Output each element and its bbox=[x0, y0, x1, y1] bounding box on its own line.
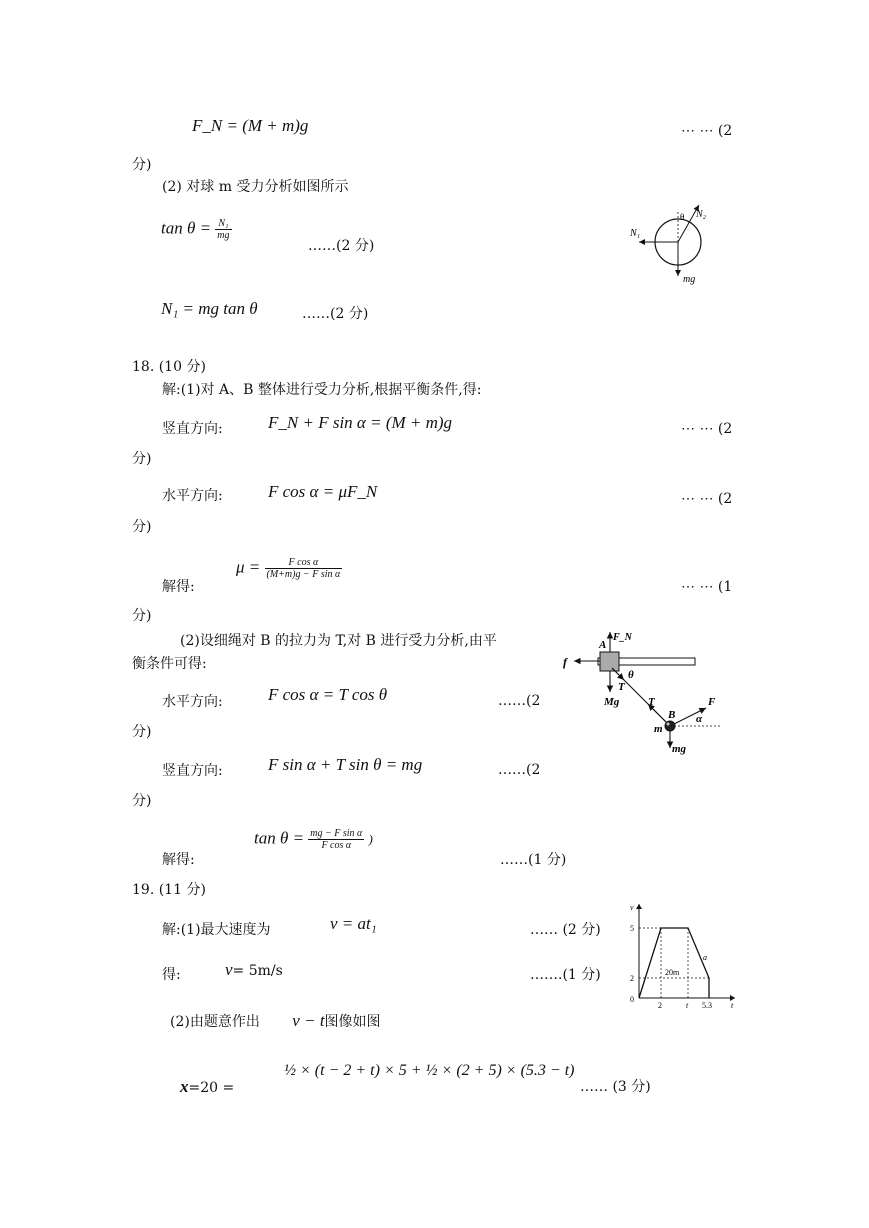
vertical-equation: F_N + F sin α = (M + m)g bbox=[268, 413, 453, 432]
tick-5: 5 bbox=[630, 924, 634, 933]
x-lhs: x=20 = bbox=[180, 1077, 235, 1096]
tan-theta-formula: tan θ = $\frac{\text{N₁}}{mg}$ bbox=[161, 218, 230, 241]
score-mark: ⋯ ⋯ (2 bbox=[681, 491, 733, 507]
axis-t-label: t bbox=[731, 1001, 734, 1010]
label-mg-big: Mg bbox=[604, 696, 620, 708]
score-mark: ⋯ ⋯ (2 bbox=[681, 123, 733, 139]
label-t2: T bbox=[648, 696, 655, 708]
tick-t: t bbox=[686, 1001, 689, 1010]
label-n2: N₂ bbox=[696, 209, 707, 220]
part2-graph-text: (2)由题意作出 v − t图像如图 bbox=[170, 1011, 381, 1030]
n1-equation: N₁ = mg tan θ bbox=[161, 299, 258, 318]
q19-solution-intro: 解:(1)最大速度为 bbox=[162, 922, 271, 938]
label-fn: F_N bbox=[613, 632, 632, 643]
label-theta: θ bbox=[680, 212, 685, 222]
label-m: m bbox=[654, 723, 663, 735]
part2-intro: (2) 对球 m 受力分析如图所示 bbox=[162, 179, 349, 195]
label-a: A bbox=[599, 639, 607, 651]
tick-x2: 2 bbox=[658, 1001, 662, 1010]
label-t1: T bbox=[618, 681, 625, 693]
label-f-big: F bbox=[708, 696, 716, 708]
speed-result: v= 5m/s bbox=[225, 960, 283, 979]
score-mark: ……(2 分) bbox=[308, 238, 375, 254]
part2-text-line1: (2)设细绳对 B 的拉力为 T,对 B 进行受力分析,由平 bbox=[180, 633, 497, 649]
horizontal-equation-2: F cos α = T cos θ bbox=[268, 685, 388, 704]
score-unit: 分) bbox=[132, 793, 152, 809]
q18-heading: 18. (10 分) bbox=[132, 359, 206, 375]
label-f: f bbox=[563, 655, 567, 669]
tick-53: 5.3 bbox=[702, 1001, 712, 1010]
score-mark: ……(2 分) bbox=[302, 306, 369, 322]
label-solve: 解得: bbox=[162, 579, 195, 595]
axis-v-label: v bbox=[630, 903, 634, 912]
label-b: B bbox=[668, 709, 676, 721]
score-unit: 分) bbox=[132, 608, 152, 624]
label-theta: θ bbox=[628, 669, 634, 681]
origin-label: 0 bbox=[630, 995, 634, 1004]
label-horizontal: 水平方向: bbox=[162, 694, 223, 710]
tick-2: 2 bbox=[630, 974, 634, 983]
fn-equation: F_N = (M + m)g bbox=[192, 116, 309, 135]
mu-formula: μ = $\frac{\text{F cos α}}{\text{(M+m)g − F sin α}}$ bbox=[236, 557, 341, 580]
label-mg: mg bbox=[683, 274, 696, 285]
score-mark: ……(1 分) bbox=[500, 852, 567, 868]
label-get: 得: bbox=[162, 967, 181, 983]
label-solve: 解得: bbox=[162, 852, 195, 868]
label-alpha: α bbox=[696, 713, 703, 725]
vertical-equation-2: F sin α + T sin θ = mg bbox=[268, 755, 423, 774]
label-vertical: 竖直方向: bbox=[162, 763, 223, 779]
score-mark: ……(2 bbox=[498, 762, 541, 778]
score-mark: …… (3 分) bbox=[580, 1079, 651, 1095]
tan-theta-result: tan θ = $\frac{\text{mg − F sin α}}{\text{F cos α}}$ ) bbox=[254, 828, 373, 851]
slope-label: a bbox=[703, 953, 707, 962]
label-mg: mg bbox=[672, 743, 687, 755]
score-unit: 分) bbox=[132, 519, 152, 535]
horizontal-equation: F cos α = μF_N bbox=[268, 482, 378, 501]
max-speed-equation: v = at₁ bbox=[330, 914, 377, 933]
score-mark: ⋯ ⋯ (2 bbox=[681, 421, 733, 437]
ab-force-diagram bbox=[560, 628, 725, 763]
part2-text-line2: 衡条件可得: bbox=[132, 656, 207, 672]
score-mark: ……(2 bbox=[498, 693, 541, 709]
q18-solution-intro: 解:(1)对 A、B 整体进行受力分析,根据平衡条件,得: bbox=[162, 382, 482, 398]
label-horizontal: 水平方向: bbox=[162, 488, 223, 504]
label-vertical: 竖直方向: bbox=[162, 421, 223, 437]
score-mark: …….(1 分) bbox=[530, 967, 601, 983]
score-unit: 分) bbox=[132, 724, 152, 740]
area-label: 20m bbox=[665, 968, 680, 977]
vt-graph bbox=[625, 900, 740, 1012]
score-mark: …… (2 分) bbox=[530, 922, 601, 938]
label-n1: N₁ bbox=[630, 228, 641, 239]
displacement-equation: ½ × (t − 2 + t) × 5 + ½ × (2 + 5) × (5.3 − t) bbox=[284, 1062, 575, 1079]
ball-force-diagram bbox=[625, 200, 705, 288]
q19-heading: 19. (11 分) bbox=[132, 882, 206, 898]
score-unit: 分) bbox=[132, 451, 152, 467]
score-mark: ⋯ ⋯ (1 bbox=[681, 579, 733, 595]
score-unit: 分) bbox=[132, 157, 152, 173]
